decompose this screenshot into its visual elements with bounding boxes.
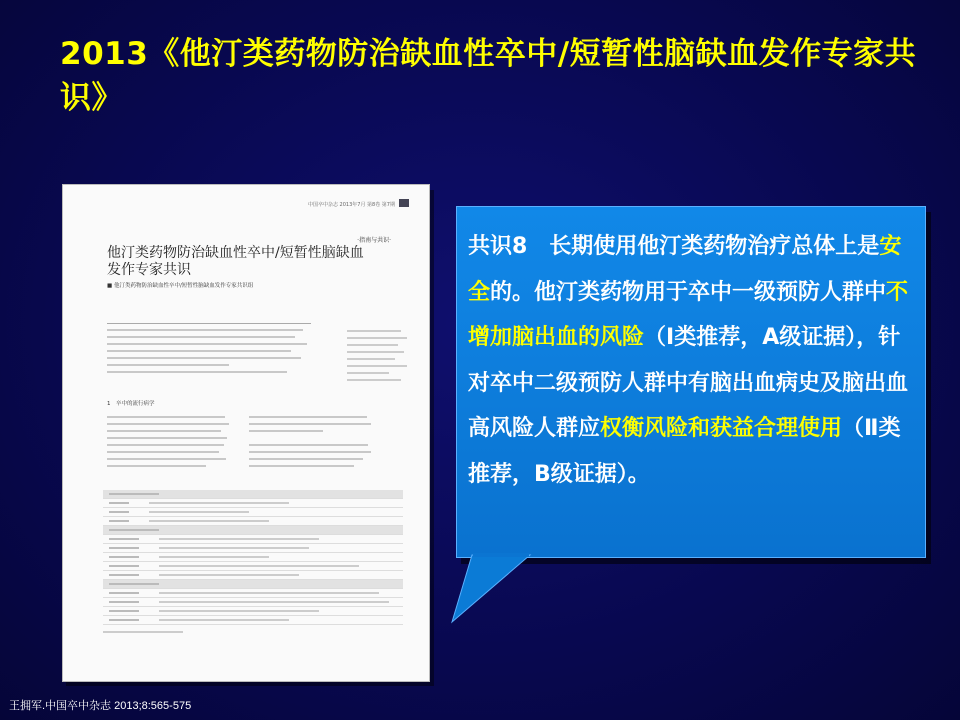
highlight-no-increased-risk: 不增加脑出血的风险 (468, 279, 909, 350)
paper-title: 他汀类药物防治缺血性卒中/短暂性脑缺血发作专家共识 (107, 245, 364, 278)
highlight-safe: 安全 (468, 234, 902, 305)
paper-author-line: ■ 他汀类药物防治缺血性卒中/短暂性脑缺血发作专家共识组 (107, 283, 254, 289)
text-part-2: 的。他汀类药物用于卒中一级预防人群中 (490, 279, 887, 305)
slide-title: 2013《他汀类药物防治缺血性卒中/短暂性脑缺血发作专家共识》 (60, 36, 917, 116)
text-part-4: （Ⅱ类推荐，B级证据）。 (468, 416, 901, 487)
section-tag: ·指南与共识· (357, 237, 391, 244)
paper-section-heading: 1 卒中的流行病学 (107, 401, 155, 407)
running-header: 中国卒中杂志 2013年7月 第8卷 第7期 (307, 202, 395, 208)
consensus-8-text (468, 224, 912, 497)
text-part-1: 共识8 长期使用他汀类药物治疗总体上是 (468, 234, 880, 259)
text-part-3: （Ⅰ类推荐，A级证据），针对卒中二级预防人群中有脑出血病史及脑出血高风险人群应 (468, 325, 909, 441)
citation: 王拥军.中国卒中杂志 2013;8:565-575 (9, 700, 192, 712)
highlight-weigh-risk-benefit: 权衡风险和获益合理使用 (600, 416, 843, 441)
